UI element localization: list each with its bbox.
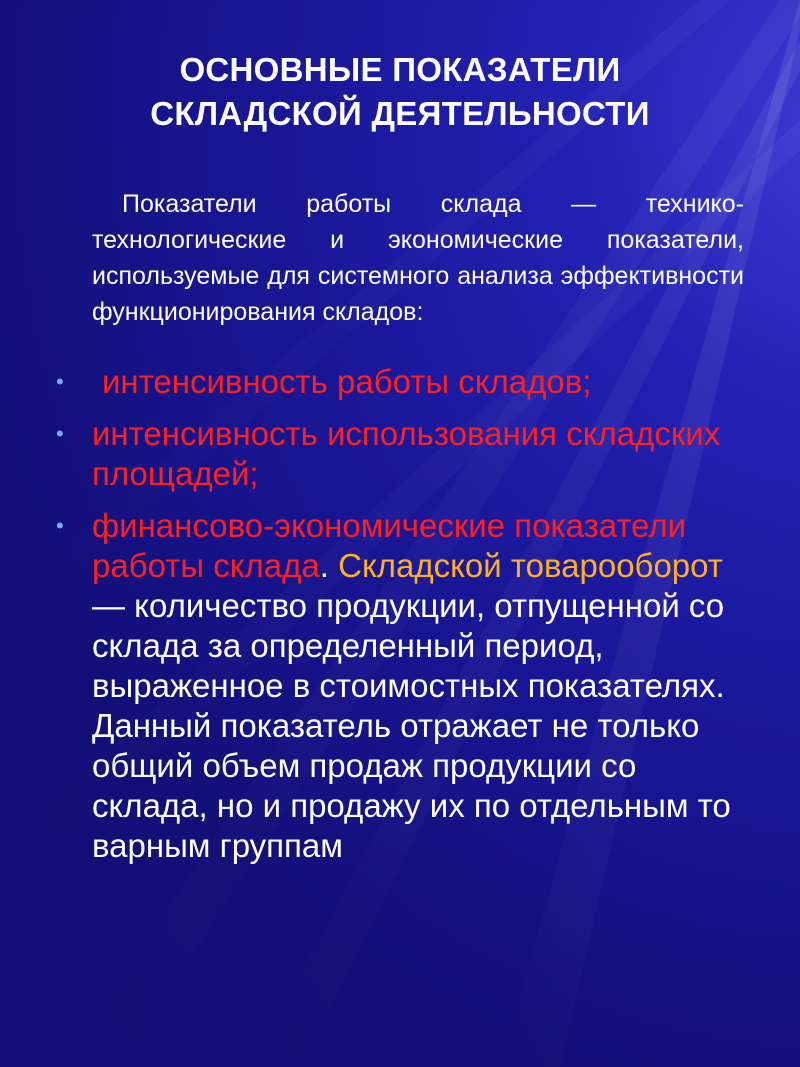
bullet-list xyxy=(50,362,750,878)
bullet-text: финансово-экономические показатели работы склада xyxy=(92,507,687,584)
bullet-item xyxy=(50,362,750,402)
slide-title-line-1: ОСНОВНЫЕ ПОКАЗАТЕЛИ xyxy=(179,51,621,88)
bullet-item xyxy=(50,414,750,494)
bullet-text: интенсивность работы складов; xyxy=(102,363,592,400)
bullet-period: . xyxy=(319,547,329,584)
bullet-dot-icon: • xyxy=(56,513,64,538)
bullet-item xyxy=(50,506,750,866)
intro-paragraph: Показатели работы склада — технико-технологические и экономические показатели, используемые для системного анализа эффективности функционирования складов: xyxy=(92,190,744,326)
bullet-dot-icon: • xyxy=(56,421,64,446)
slide-title xyxy=(40,48,760,136)
bullet-dot-icon: • xyxy=(56,369,64,394)
bullet-text: интенсивность использования складских площадей; xyxy=(92,415,721,492)
slide-title-line-2: СКЛАДСКОЙ ДЕЯТЕЛЬНОСТИ xyxy=(150,95,650,132)
term-label: Складской товарооборот xyxy=(338,547,723,584)
term-definition: — количество продукции, отпущенной со склада за определенный период, выраженное в стоимостных показателях. Данный показатель отражает не только общий объем продаж продукции со склада, но и продажу их по отдельным то варным группам xyxy=(92,587,731,864)
